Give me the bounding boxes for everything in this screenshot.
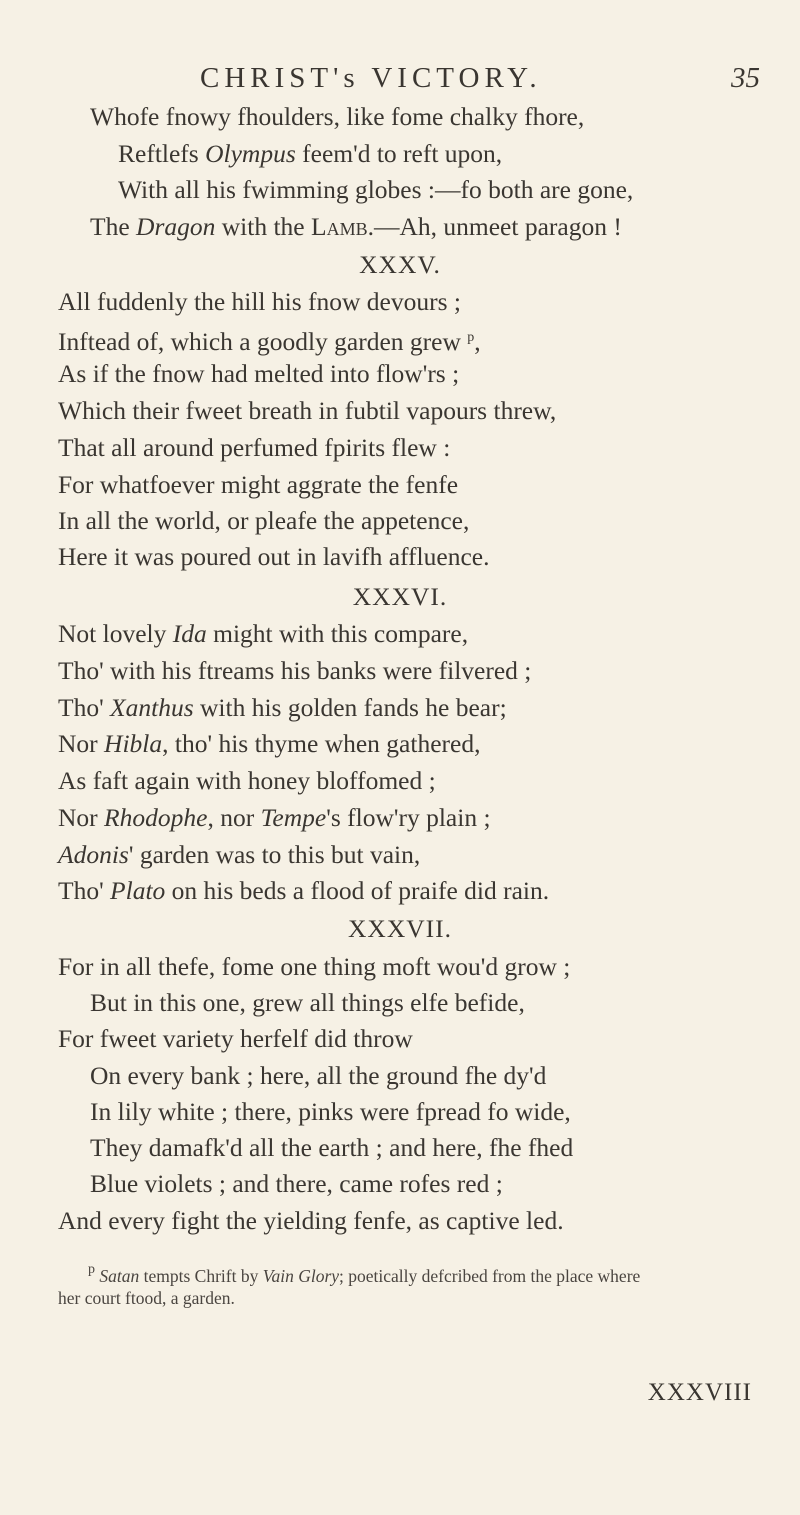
verse-line: Adonis' garden was to this but vain, [58, 840, 421, 869]
footnote-line: her court ftood, a garden. [58, 1288, 235, 1308]
verse-line: All fuddenly the hill his fnow devours ; [58, 287, 461, 316]
verse-line: And every fight the yielding fenfe, as captive led. [58, 1206, 564, 1235]
verse-line: Nor Hibla, tho' his thyme when gathered, [58, 729, 481, 758]
verse-line: Whofe fnowy fhoulders, like fome chalky fhore, [90, 102, 585, 131]
verse-line: Blue violets ; and there, came rofes red ; [90, 1169, 503, 1198]
verse-line: On every bank ; here, all the ground fhe dy'd [90, 1061, 547, 1090]
verse-line: For fweet variety herfelf did throw [58, 1024, 413, 1053]
verse-line: Tho' with his ftreams his banks were filvered ; [58, 656, 532, 685]
footnote: $^p$ Satan tempts Chrift by Vain Glory; poetically defcribed from the place where [88, 1262, 641, 1286]
verse-line: As faft again with honey bloffomed ; [58, 766, 436, 795]
verse-line: The Dragon with the Lamb.—Ah, unmeet paragon ! [90, 212, 622, 241]
verse-line: In all the world, or pleafe the appetence, [58, 506, 470, 535]
verse-line: Which their fweet breath in fubtil vapours threw, [58, 396, 557, 425]
verse-line: In lily white ; there, pinks were fpread fo wide, [90, 1097, 571, 1126]
verse-line: With all his fwimming globes :—fo both are gone, [118, 175, 634, 204]
verse-line: Not lovely Ida might with this compare, [58, 619, 469, 648]
verse-line: For whatfoever might aggrate the fenfe [58, 470, 459, 499]
verse-line: Tho' Plato on his beds a flood of praife did rain. [58, 876, 550, 905]
verse-line: Inftead of, which a goodly garden grew $^p$, [58, 327, 481, 356]
verse-line: But in this one, grew all things elfe befide, [90, 988, 525, 1017]
verse-line: They damafk'd all the earth ; and here, fhe fhed [90, 1133, 574, 1162]
verse-line: For in all thefe, fome one thing moft wou'd grow ; [58, 952, 571, 981]
catchword: XXXVIII [647, 1379, 752, 1406]
verse-line: Tho' Xanthus with his golden fands he bear; [58, 693, 507, 722]
verse-line: That all around perfumed fpirits flew : [58, 433, 451, 462]
stanza-number: XXXV. [359, 250, 441, 279]
verse-line: Reftlefs Olympus feem'd to reft upon, [118, 139, 503, 168]
stanza-number: XXXVII. [347, 914, 453, 943]
running-header: CHRIST's VICTORY. [200, 62, 542, 94]
page-number: 35 [731, 62, 760, 94]
stanza-number: XXXVI. [352, 582, 448, 611]
verse-line: Nor Rhodophe, nor Tempe's flow'ry plain ; [58, 803, 491, 832]
verse-line: Here it was poured out in lavifh affluence. [58, 542, 490, 571]
verse-line: As if the fnow had melted into flow'rs ; [58, 359, 460, 388]
